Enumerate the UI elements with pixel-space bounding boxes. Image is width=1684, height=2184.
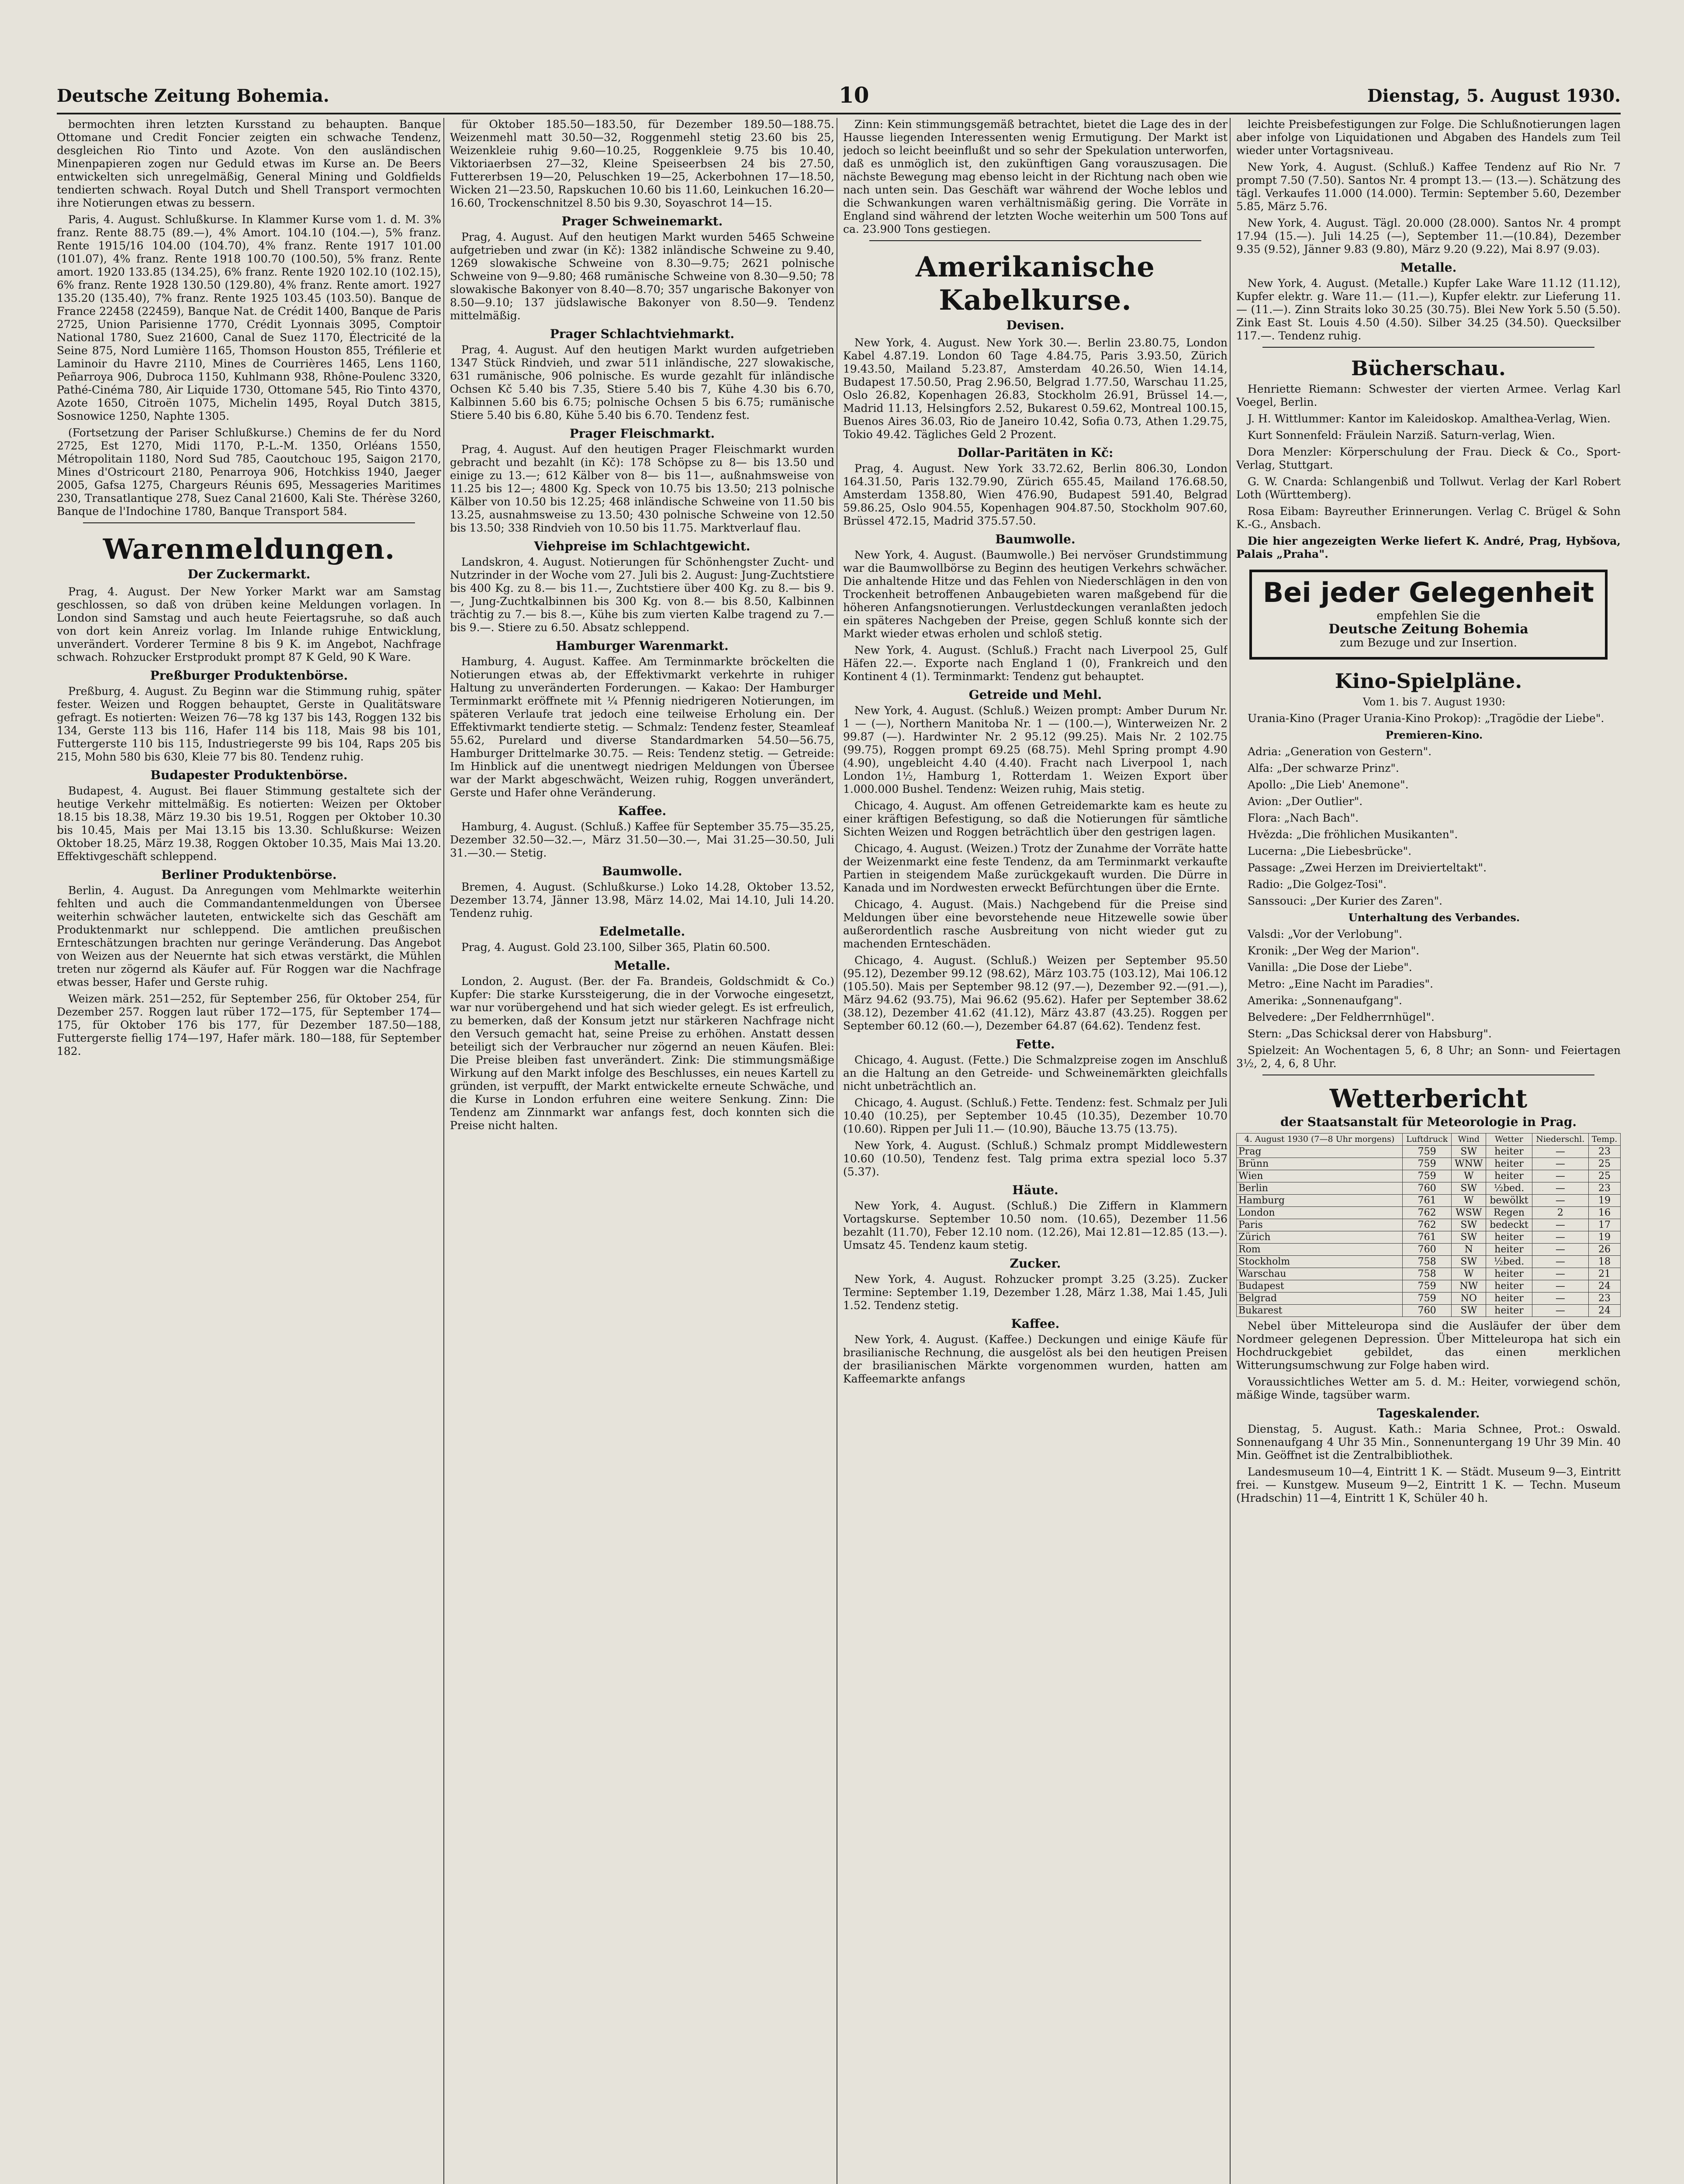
cinema-entry: Apollo: „Die Lieb' Anemone". [1248, 778, 1409, 791]
subsection-heading: Hamburger Warenmarkt. [556, 639, 729, 653]
weather-cell: ½bed. [1486, 1256, 1532, 1268]
weather-cell: 25 [1589, 1170, 1621, 1182]
weather-column-header: Wetter [1486, 1133, 1532, 1146]
book-entry: Kurt Sonnenfeld: Fräulein Narziß. Saturn-verlag, Wien. [1248, 429, 1555, 442]
weather-header-row [1237, 1133, 1621, 1146]
weather-cell: W [1452, 1170, 1486, 1182]
subsection-heading: Viehpreise im Schlachtgewicht. [534, 539, 750, 553]
weather-body [1237, 1146, 1621, 1317]
weather-cell: Prag [1237, 1146, 1403, 1158]
weather-column-header: Niederschl. [1532, 1133, 1588, 1146]
article-paragraph: Landesmuseum 10—4, Eintritt 1 K. — Städt. Museum 9—3, Eintritt frei. — Kunstgew. Museum 9—2, Eintritt 1 K. — Techn. Museum (Hradschin) 11—4, Eintritt 1 K, Schüler 40 h. [1236, 1465, 1621, 1504]
book-entry: Rosa Eibam: Bayreuther Erinnerungen. Verlag C. Brügel & Sohn K.-G., Ansbach. [1236, 505, 1621, 531]
ad-headline: Bei jeder Gelegenheit [1263, 577, 1594, 608]
weather-cell: WSW [1452, 1207, 1486, 1219]
weather-cell: 23 [1589, 1182, 1621, 1195]
weather-row [1237, 1182, 1621, 1195]
weather-column-header: Luftdruck [1402, 1133, 1451, 1146]
cinema-entry: Flora: „Nach Bach". [1248, 812, 1359, 824]
cinema-entry: Amerika: „Sonnenaufgang". [1248, 994, 1402, 1007]
article-paragraph: Prag, 4. August. Auf den heutigen Markt wurden aufgetrieben 1347 Stück Rindvieh, und zwar 511 inländische, 227 slowakische, 631 rumänische, 906 polnische. Es wurde gezahlt für inländische Ochsen Kč 5.40 bis 7.35, Stiere 5.40 bis 7, Kühe 4.30 bis 6.70, Kalbinnen 5.60 bis 6.75; polnische Ochsen 5 bis 6.75; rumänische Stiere 5.40 bis 6.80, Kühe 5.40 bis 6.70. Tendenz fest. [450, 343, 834, 422]
subsection-heading: Berliner Produktenbörse. [161, 867, 337, 882]
weather-cell: bedeckt [1486, 1219, 1532, 1231]
section-heading: Wetterbericht [1329, 1084, 1528, 1113]
book-note: Die hier angezeigten Werke liefert K. André, Prag, Hybšova, Palais „Praha". [1236, 535, 1621, 560]
weather-cell: — [1532, 1219, 1588, 1231]
weather-row [1237, 1170, 1621, 1182]
weather-cell: 759 [1402, 1146, 1451, 1158]
weather-cell: 18 [1589, 1256, 1621, 1268]
book-entry: G. W. Cnarda: Schlangenbiß und Tollwut. Verlag der Karl Robert Loth (Württemberg). [1236, 475, 1621, 501]
weather-cell: — [1532, 1244, 1588, 1256]
weather-row [1237, 1231, 1621, 1244]
cinema-entry: Belvedere: „Der Feldherrnhügel". [1248, 1011, 1435, 1023]
weather-cell: SW [1452, 1182, 1486, 1195]
cinema-entry: Urania-Kino (Prager Urania-Kino Prokop): „Tragödie der Liebe". [1248, 712, 1604, 725]
column-4 [1236, 118, 1621, 2184]
ad-text: empfehlen Sie die [1376, 609, 1480, 622]
ad-text: zum Bezuge und zur Insertion. [1340, 636, 1517, 650]
weather-cell: 21 [1589, 1268, 1621, 1280]
weather-cell: W [1452, 1268, 1486, 1280]
weather-column-header: 4. August 1930 (7—8 Uhr morgens) [1237, 1133, 1403, 1146]
article-paragraph: Paris, 4. August. Schlußkurse. In Klammer Kurse vom 1. d. M. 3% franz. Rente 88.75 (89.—), 4% Amort. 104.10 (104.—), 5% franz. Rente 1915/16 104.00 (104.70), 4% franz. Rente 1917 101.00 (101.07), 4% franz. Rente 1918 100.70 (100.50), 5% franz. Rente amort. 1920 133.85 (134.25), 6% franz. Rente 1920 102.10 (102.15), 6% franz. Rente 1928 130.50 (129.80), 4% franz. Rente amort. 1927 135.20 (135.40), 7% franz. Rente 1925 103.45 (103.50). Banque de France 22458 (22459), Banque Nat. de Crédit 1400, Banque de Paris 2725, Union Parisienne 1770, Crédit Lyonnais 3095, Comptoir National 1780, Suez 21600, Canal de Suez 1170, Électricité de la Seine 875, Nord Lumière 1165, Thomson Houston 855, Tréfilerie et Laminoir du Havre 2110, Mines de Courrières 1465, Lens 1160, Peñarroya 906, Dubroca 1150, Kuhlmann 938, Rhône-Poulenc 3320, Pathé-Cinéma 780, Air Liquide 1730, Ottomane 545, Rio Tinto 4370, Azote 1650, Citroën 1075, Michelin 1495, Royal Dutch 3815, Sosnowice 1250, Naphte 1305. [57, 213, 441, 422]
weather-row [1237, 1268, 1621, 1280]
weather-row [1237, 1146, 1621, 1158]
article-paragraph: Nebel über Mitteleuropa sind die Ausläufer der über dem Nordmeer gelegenen Depression. Über Mitteleuropa hat sich ein Hochdruckgebiet gebildet, das einen merklichen Witterungsumschwung zur Folge haben wird. [1236, 1320, 1621, 1372]
weather-cell: SW [1452, 1231, 1486, 1244]
weather-cell: WNW [1452, 1158, 1486, 1170]
weather-cell: 19 [1589, 1231, 1621, 1244]
article-paragraph: Prag, 4. August. Gold 23.100, Silber 365, Platin 60.500. [461, 941, 771, 954]
article-paragraph: Prag, 4. August. Der New Yorker Markt war am Samstag geschlossen, so daß von drüben keine Meldungen vorlagen. In London sind Samstag und auch heute Feiertagsruhe, so daß auch von dort kein Anreiz vorlag. Im Inlande ruhige Entwicklung, unverändert. Vorderer Termine 8 bis 9 K. im Angebot, Nachfrage schwach. Rohzucker Erstprodukt prompt 87 K Geld, 90 K Ware. [57, 585, 441, 663]
article-paragraph: für Oktober 185.50—183.50, für Dezember 189.50—188.75. Weizenmehl matt 30.50—32, Roggenmehl stetig 23.60 bis 25, Weizenkleie ruhig 9.60—10.25, Roggenkleie 9.75 bis 10.40, Viktoriaerbsen 27—32, Kleine Speiseerbsen 24 bis 27.50, Futtererbsen 19—20, Peluschken 19—25, Ackerbohnen 17—18.50, Wicken 21—23.50, Rapskuchen 10.60 bis 11.60, Leinkuchen 16.20—16.60, Trockenschnitzel 8.50 bis 9.30, Soyaschrot 14—15. [450, 118, 834, 209]
weather-cell: 759 [1402, 1170, 1451, 1182]
weather-cell: Stockholm [1237, 1256, 1403, 1268]
article-paragraph: New York, 4. August. Rohzucker prompt 3.25 (3.25). Zucker Termine: September 1.19, Dezember 1.28, März 1.38, Mai 1.45, Juli 1.52. Tendenz stetig. [843, 1273, 1228, 1312]
weather-cell: 760 [1402, 1244, 1451, 1256]
weather-cell: — [1532, 1182, 1588, 1195]
weather-row [1237, 1207, 1621, 1219]
weather-column-header: Temp. [1589, 1133, 1621, 1146]
article-paragraph: Chicago, 4. August. (Weizen.) Trotz der Zunahme der Vorräte hatte der Weizenmarkt eine feste Tendenz, da am Terminmarkt verkaufte Partien in steigendem Maße zurückgekauft wurden. Die Dürre in Kanada und im Nordwesten erweckt Befürchtungen über die Ernte. [843, 842, 1228, 894]
weather-cell: 761 [1402, 1231, 1451, 1244]
weather-cell: NO [1452, 1292, 1486, 1305]
subsection-heading: Prager Fleischmarkt. [569, 426, 715, 441]
weather-cell: 759 [1402, 1292, 1451, 1305]
weather-row [1237, 1305, 1621, 1317]
cinema-entry: Alfa: „Der schwarze Prinz". [1248, 762, 1399, 774]
article-paragraph: New York, 4. August. New York 30.—. Berlin 23.80.75, London Kabel 4.87.19. London 60 Tage 4.84.75, Paris 3.93.50, Zürich 19.43.50, Mailand 5.23.87, Amsterdam 40.26.50, Wien 14.14, Budapest 17.50.50, Prag 2.96.50, Belgrad 1.77.50, Warschau 11.25, Oslo 26.82, Kopenhagen 26.83, Stockholm 26.91, Brüssel 14.—, Madrid 11.13, Helsingfors 2.52, Bukarest 0.59.62, Montreal 100.15, Buenos Aires 36.03, Rio de Janeiro 10.42, Sofia 0.73, Athen 1.29.75, Tokio 49.42. Tägliches Geld 2 Prozent. [843, 336, 1228, 441]
article-paragraph: Landskron, 4. August. Notierungen für Schönhengster Zucht- und Nutzrinder in der Woche vom 27. Juli bis 2. August: Jung-Zuchtstiere bis 400 Kg. zu 8.— bis 11.—, Zuchtstiere über 400 Kg. zu 8.— bis 9.—, Jung-Zuchtkalbinnen bis 300 Kg. von 8.— bis 8.50, Kalbinnen trächtig zu 7.— bis 8.—, Kühe bis zum vierten Kalbe tragend zu 7.— bis 9.—. Stiere zu 6.50. Absatz schleppend. [450, 556, 834, 634]
weather-cell: 758 [1402, 1256, 1451, 1268]
article-paragraph: Prag, 4. August. Auf den heutigen Prager Fleischmarkt wurden gebracht und bezahlt (in Kč): 178 Schöpse zu 8— bis 13.50 und einige zu 13.—; 612 Kälber von 8— bis 11—, außnahmsweise von 11.25 bis 12—; 4800 Kg. Speck von 10.75 bis 13.50; 213 polnische Kälber von 10.50 bis 12.25; 468 inländische Schweine von 11.50 bis 13.25, ausnahmsweise zu 13.50; 430 polnische Schweine von 12.50 bis 13.50; 338 Rindvieh von 10.50 bis 11.75. Marktverlauf flau. [450, 443, 834, 534]
article-paragraph: Bremen, 4. August. (Schlußkurse.) Loko 14.28, Oktober 13.52, Dezember 13.74, Jänner 13.98, März 14.02, Mai 14.10, Juli 14.20. Tendenz ruhig. [450, 881, 834, 919]
article-paragraph: Chicago, 4. August. (Schluß.) Fette. Tendenz: fest. Schmalz per Juli 10.40 (10.25), per September 10.45 (10.35), Dezember 10.70 (10.60). Rippen per Juli 11.— (10.90), Bäuche 13.75 (13.75). [843, 1096, 1228, 1135]
advertisement-box [1249, 570, 1608, 660]
cinema-group-heading: Unterhaltung des Verbandes. [1348, 911, 1520, 924]
article-paragraph: Chicago, 4. August. (Schluß.) Weizen per September 95.50 (95.12), Dezember 99.12 (98.62), März 103.75 (103.12), Mai 106.12 (105.50). Mais per September 98.12 (97.—), Dezember 92.—(91.—), März 94.62 (93.75), Mai 96.62 (95.62). Hafer per September 38.62 (38.12), Dezember 41.62 (41.12), März 43.87 (43.25). Roggen per September 60.12 (60.—), Dezember 64.87 (64.62). Tendenz fest. [843, 954, 1228, 1032]
subsection-heading: der Staatsanstalt für Meteorologie in Prag. [1280, 1115, 1577, 1129]
weather-row [1237, 1280, 1621, 1292]
subsection-heading: Edelmetalle. [599, 924, 685, 939]
book-entry: Henriette Riemann: Schwester der vierten Armee. Verlag Karl Voegel, Berlin. [1236, 383, 1621, 408]
section-rule [869, 240, 1201, 241]
cinema-entry: Hvězda: „Die fröhlichen Musikanten". [1248, 828, 1458, 841]
weather-cell: — [1532, 1268, 1588, 1280]
weather-row [1237, 1292, 1621, 1305]
cinema-entry: Metro: „Eine Nacht im Paradies". [1248, 978, 1433, 990]
weather-cell: heiter [1486, 1305, 1532, 1317]
weather-cell: Bukarest [1237, 1305, 1403, 1317]
article-paragraph: bermochten ihren letzten Kursstand zu behaupten. Banque Ottomane und Credit Foncier zeigten ein schwache Tendenz, desgleichen Rio Tinto und Azote. Von den ausländischen Minenpapieren zogen nur Geduld etwas im Kurse an. De Beers entwickelten sich unregelmäßig, General Mining und Goldfields tendierten schwach. Royal Dutch und Shell Transport vermochten ihre Notierungen etwas zu bessern. [57, 118, 441, 209]
cinema-entry: Avion: „Der Outlier". [1248, 795, 1363, 808]
weather-row [1237, 1158, 1621, 1170]
weather-cell: — [1532, 1292, 1588, 1305]
subsection-heading: Fette. [1016, 1037, 1055, 1051]
cinema-entry: Sanssouci: „Der Kurier des Zaren". [1248, 895, 1443, 907]
cinema-group-heading: Premieren-Kino. [1385, 729, 1483, 741]
weather-cell: London [1237, 1207, 1403, 1219]
subsection-heading: Häute. [1012, 1183, 1058, 1197]
weather-cell: 760 [1402, 1305, 1451, 1317]
section-heading: Kino-Spielpläne. [1335, 669, 1522, 693]
article-paragraph: Voraussichtliches Wetter am 5. d. M.: Heiter, vorwiegend schön, mäßige Winde, tagsüber warm. [1236, 1375, 1621, 1401]
weather-cell: 759 [1402, 1280, 1451, 1292]
column-3 [843, 118, 1228, 2184]
weather-table [1236, 1133, 1621, 1317]
weather-cell: 759 [1402, 1158, 1451, 1170]
cinema-entry: Passage: „Zwei Herzen im Dreivierteltakt". [1248, 861, 1487, 874]
subsection-heading: Getreide und Mehl. [968, 688, 1102, 702]
issue-date: Dienstag, 5. August 1930. [1367, 86, 1621, 106]
subsection-heading: Metalle. [614, 958, 671, 973]
article-paragraph: leichte Preisbefestigungen zur Folge. Die Schlußnotierungen lagen aber infolge von Liquidationen und Abgaben des Handels zum Teil wieder unter Vortagsniveau. [1236, 118, 1621, 157]
weather-cell: heiter [1486, 1231, 1532, 1244]
weather-cell: Paris [1237, 1219, 1403, 1231]
weather-cell: SW [1452, 1146, 1486, 1158]
weather-cell: 25 [1589, 1158, 1621, 1170]
subsection-heading: Devisen. [1006, 318, 1065, 332]
article-paragraph: Hamburg, 4. August. Kaffee. Am Terminmarkte bröckelten die Notierungen etwas ab, der Effektivmarkt verkehrte in ruhiger Haltung zu unveränderten Forderungen. — Kakao: Der Hamburger Terminmarkt eröffnete mit ¼ Pfennig niedrigeren Notierungen, im späteren Verlaufe trat jedoch eine teilweise Erholung ein. Der Effektivmarkt tendierte stetig. — Schmalz: Tendenz fester, Steamleaf 55.62, Purelard und diverse Standardmarken 54.50—56.75, Hamburger Drittelmarke 30.75. — Reis: Tendenz stetig. — Getreide: Im Hinblick auf die unentwegt niedrigen Meldungen von Übersee war der Markt abgeschwächt, Weizen ruhig, Roggen unverändert, Gerste und Hafer ohne Veränderung. [450, 655, 834, 799]
weather-cell: Rom [1237, 1244, 1403, 1256]
section-subtitle: Vom 1. bis 7. August 1930: [1362, 696, 1506, 708]
article-paragraph: New York, 4. August. (Schluß.) Weizen prompt: Amber Durum Nr. 1 — (—), Northern Manitoba Nr. 1 — (100.—), Winterweizen Nr. 2 99.87 (—). Hardwinter Nr. 2 95.12 (99.25). Mais Nr. 2 102.75 (99.75), Roggen prompt 69.25 (68.75). Mehl Spring prompt 4.90 (4.90), ungebleicht 4.40 (4.40). Fracht nach Liverpool 1, nach London 1½, Hamburg 1, Rotterdam 1. Weizen Export über 1.000.000 Bushel. Tendenz: Weizen ruhig, Mais stetig. [843, 704, 1228, 795]
weather-cell: heiter [1486, 1170, 1532, 1182]
cinema-entry: Vanilla: „Die Dose der Liebe". [1248, 961, 1412, 974]
article-paragraph: Chicago, 4. August. (Mais.) Nachgebend für die Preise sind Meldungen über eine bevorstehende neue Hitzewelle sowie über außerordentlich rasche Ausbreitung von nicht wieder gut zu machenden Ernteschäden. [843, 898, 1228, 950]
cinema-entry: Radio: „Die Golgez-Tosi". [1248, 878, 1387, 891]
ad-brand: Deutsche Zeitung Bohemia [1328, 622, 1528, 637]
book-entry: J. H. Wittlummer: Kantor im Kaleidoskop. Amalthea-Verlag, Wien. [1248, 412, 1611, 425]
weather-cell: 26 [1589, 1244, 1621, 1256]
subsection-heading: Prager Schweinemarkt. [561, 214, 723, 228]
weather-cell: SW [1452, 1219, 1486, 1231]
weather-cell: heiter [1486, 1158, 1532, 1170]
article-paragraph: New York, 4. August. (Kaffee.) Deckungen und einige Käufe für brasilianische Rechnung, die ausgelöst als bei den heutigen Preisen der brasilianischen Märkte vorgenommen wurden, hatten am Kaffeemarkte anfangs [843, 1333, 1228, 1385]
cinema-entry: Adria: „Generation von Gestern". [1248, 745, 1432, 758]
weather-cell: heiter [1486, 1292, 1532, 1305]
subsection-heading: Der Zuckermarkt. [187, 567, 311, 581]
weather-column-header: Wind [1452, 1133, 1486, 1146]
article-paragraph: New York, 4. August. (Metalle.) Kupfer Lake Ware 11.12 (11.12), Kupfer elektr. g. Ware 11.— (11.—), Kupfer elektr. zur Lieferung 11.— (11.—). Zinn Straits loko 30.25 (30.75). Blei New York 5.50 (5.50). Zink East St. Louis 4.50 (4.50). Silber 34.25 (34.50). Quecksilber 117.—. Tendenz ruhig. [1236, 277, 1621, 342]
weather-cell: 758 [1402, 1268, 1451, 1280]
newspaper-title: Deutsche Zeitung Bohemia. [57, 86, 329, 106]
cinema-entry: Valsdi: „Vor der Verlobung". [1248, 928, 1403, 940]
article-paragraph: Zinn: Kein stimmungsgemäß betrachtet, bietet die Lage des in der Hausse liegenden Interessenten wenig Ermutigung. Der Markt ist jedoch so leicht beeinflußt und so sehr der Spekulation unterworfen, daß es unmöglich ist, den zukünftigen Gang vorauszusagen. Die nächste Bewegung mag ebenso leicht in der Richtung nach oben wie nach unten sein. Das Geschäft war während der Woche leblos und die Schwankungen waren verhältnismäßig gering. Die Vorräte in England sind während der letzten Woche weiterhin um 500 Tons auf ca. 23.900 Tons gestiegen. [843, 118, 1228, 235]
page-number: 10 [839, 82, 869, 108]
weather-cell: 17 [1589, 1219, 1621, 1231]
weather-cell: Warschau [1237, 1268, 1403, 1280]
section-rule [83, 522, 415, 523]
weather-row [1237, 1195, 1621, 1207]
subsection-heading: Metalle. [1400, 260, 1457, 275]
weather-cell: Budapest [1237, 1280, 1403, 1292]
weather-cell: Belgrad [1237, 1292, 1403, 1305]
weather-cell: ½bed. [1486, 1182, 1532, 1195]
subsection-heading: Budapester Produktenbörse. [150, 768, 348, 782]
weather-cell: — [1532, 1231, 1588, 1244]
article-paragraph: Prag, 4. August. New York 33.72.62, Berlin 806.30, London 164.31.50, Paris 132.79.90, Zürich 655.45, Mailand 176.68.50, Amsterdam 1358.80, Wien 476.90, Budapest 591.40, Belgrad 59.86.25, Oslo 904.55, Kopenhagen 904.87.50, Stockholm 907.60, Brüssel 472.15, Madrid 375.57.50. [843, 462, 1228, 527]
weather-cell: — [1532, 1305, 1588, 1317]
column-divider [1230, 118, 1231, 2184]
weather-cell: 24 [1589, 1305, 1621, 1317]
article-paragraph: Berlin, 4. August. Da Anregungen vom Mehlmarkte weiterhin fehlten und auch die Commandantenmeldungen von Übersee weiterhin schwächer lauteten, entwickelte sich das Geschäft am Produktenmarkt nur schleppend. Die amtlichen preußischen Ernteschätzungen brachten nur geringe Veränderung. Das Angebot von Weizen aus der Neuernte hat sich etwas verstärkt, die Mühlen treten nur zögernd als Käufer auf. Für Roggen war die Nachfrage etwas besser, Hafer und Gerste ruhig. [57, 884, 441, 988]
weather-cell: heiter [1486, 1244, 1532, 1256]
weather-cell: — [1532, 1195, 1588, 1207]
article-paragraph: Budapest, 4. August. Bei flauer Stimmung gestaltete sich der heutige Verkehr mittelmäßig. Es notierten: Weizen per Oktober 18.15 bis 18.38, März 19.30 bis 19.51, Roggen per Oktober 10.30 bis 10.45, Mais per Mai 13.15 bis 13.30. Schlußkurse: Weizen Oktober 18.25, März 19.38, Roggen Oktober 10.35, Mais Mai 13.20. Effektivgeschäft schleppend. [57, 784, 441, 863]
cinema-entry: Kronik: „Der Weg der Marion". [1248, 944, 1420, 957]
cinema-entry: Lucerna: „Die Liebesbrücke". [1248, 845, 1412, 857]
weather-cell: SW [1452, 1256, 1486, 1268]
weather-cell: heiter [1486, 1146, 1532, 1158]
subsection-heading: Kaffee. [618, 804, 667, 818]
subsection-heading: Dollar-Paritäten in Kč: [957, 446, 1113, 460]
section-rule [1262, 347, 1594, 348]
cinema-entry: Stern: „Das Schicksal derer von Habsburg". [1248, 1027, 1492, 1040]
article-paragraph: Dienstag, 5. August. Kath.: Maria Schnee, Prot.: Oswald. Sonnenaufgang 4 Uhr 35 Min., Sonnenuntergang 19 Uhr 39 Min. 40 Min. Geöffnet ist die Zentralbibliothek. [1236, 1423, 1621, 1462]
weather-cell: Wien [1237, 1170, 1403, 1182]
weather-cell: 24 [1589, 1280, 1621, 1292]
weather-cell: — [1532, 1280, 1588, 1292]
article-paragraph: New York, 4. August. (Schluß.) Fracht nach Liverpool 25, Gulf Häfen 22.—. Exporte nach England 1 (0), Frankreich und den Kontinent 4 (1). Terminmarkt: Tendenz gut behauptet. [843, 644, 1228, 683]
article-paragraph: Chicago, 4. August. Am offenen Getreidemarkte kam es heute zu einer kräftigen Befestigung, so daß die Notierungen für sämtliche Sichten Weizen und Roggen beträchtlich über den gestrigen lagen. [843, 799, 1228, 838]
header-rule [57, 113, 1621, 114]
book-entry: Dora Menzler: Körperschulung der Frau. Dieck & Co., Sport-Verlag, Stuttgart. [1236, 446, 1621, 471]
article-paragraph: New York, 4. August. Tägl. 20.000 (28.000). Santos Nr. 4 prompt 17.94 (15.—). Juli 14.25 (—), September 11.—(10.84), Dezember 9.35 (9.52), Jänner 9.83 (9.80), März 9.20 (9.22), Mai 8.97 (9.03). [1236, 217, 1621, 256]
weather-cell: NW [1452, 1280, 1486, 1292]
weather-cell: 23 [1589, 1146, 1621, 1158]
article-paragraph: Prag, 4. August. Auf den heutigen Markt wurden 5465 Schweine aufgetrieben und zwar (in Kč): 1382 inländische Schweine zu 9.40, 1269 slowakische Schweine von 8.30—9.75; 2621 polnische Schweine von 9—9.80; 468 rumänische Schweine von 8.30—9.50; 78 slowakische Bakonyer von 8.40—8.70; 357 ungarische Bakonyer von 8.50—9.10; 137 jüdslawische Bakonyer von 8.50—9. Tendenz mittelmäßig. [450, 231, 834, 322]
article-paragraph: (Fortsetzung der Pariser Schlußkurse.) Chemins de fer du Nord 2725, Est 1270, Midi 1170, P.-L.-M. 1350, Orléans 1550, Métropolitain 1180, Nord Sud 785, Caoutchouc 195, Saigon 2170, Mines d'Ostricourt 2180, Penarroya 906, Hotchkiss 1940, Jaeger 2005, Gafsa 1275, Chargeurs Réunis 695, Messageries Maritimes 230, Transatlantique 278, Suez Canal 21600, Kali Ste. Thérèse 3260, Banque de l'Indochine 1780, Banque Transport 584. [57, 426, 441, 518]
column-divider [443, 118, 444, 2184]
weather-cell: 16 [1589, 1207, 1621, 1219]
weather-cell: 2 [1532, 1207, 1588, 1219]
weather-cell: Brünn [1237, 1158, 1403, 1170]
article-paragraph: Chicago, 4. August. (Fette.) Die Schmalzpreise zogen im Anschluß an die Haltung an den Getreide- und Schweinemärkten gleichfalls nicht unbeträchtlich an. [843, 1054, 1228, 1092]
weather-cell: — [1532, 1256, 1588, 1268]
column-1 [57, 118, 441, 2184]
column-2 [450, 118, 834, 2184]
weather-cell: Hamburg [1237, 1195, 1403, 1207]
weather-row [1237, 1244, 1621, 1256]
article-paragraph: Hamburg, 4. August. (Schluß.) Kaffee für September 35.75—35.25, Dezember 32.50—32.—, März 31.50—30.—, Mai 31.25—30.50, Juli 31.—30.— Stetig. [450, 820, 834, 859]
weather-cell: 760 [1402, 1182, 1451, 1195]
weather-cell: heiter [1486, 1280, 1532, 1292]
weather-cell: Zürich [1237, 1231, 1403, 1244]
subsection-heading: Prager Schlachtviehmarkt. [550, 327, 735, 341]
subsection-heading: Baumwolle. [995, 532, 1075, 546]
weather-cell: 23 [1589, 1292, 1621, 1305]
weather-cell: 19 [1589, 1195, 1621, 1207]
cinema-note: Spielzeit: An Wochentagen 5, 6, 8 Uhr; an Sonn- und Feiertagen 3½, 2, 4, 6, 8 Uhr. [1236, 1044, 1621, 1070]
subsection-heading: Zucker. [1010, 1256, 1061, 1271]
weather-cell: Berlin [1237, 1182, 1403, 1195]
article-paragraph: London, 2. August. (Ber. der Fa. Brandeis, Goldschmidt & Co.) Kupfer: Die starke Kurssteigerung, die in der Vorwoche eingesetzt, war nur vorübergehend und hat sich wieder gelegt. Es ist erfreulich, zu bemerken, daß der Konsum jetzt nur stärkeren Nachfrage nicht den Versuch gemacht hat, seine Preise zu erhöhen. Anstatt dessen beteiligt sich der Verbraucher nur zögernd an neuen Käufen. Blei: Die Preise bleiben fast unverändert. Zink: Die stimmungsmäßige Wirkung auf den Markt infolge des Beschlusses, ein neues Kartell zu gründen, ist verpufft, der Markt entwickelte erneute Schwäche, und die Kurse in London erfuhren eine weitere Senkung. Zinn: Die Tendenz am Zinnmarkt war anfangs fest, doch konnten sich die Preise nicht halten. [450, 975, 834, 1132]
weather-row [1237, 1256, 1621, 1268]
weather-cell: W [1452, 1195, 1486, 1207]
weather-cell: N [1452, 1244, 1486, 1256]
weather-cell: — [1532, 1158, 1588, 1170]
section-heading: Warenmeldungen. [103, 533, 395, 566]
article-paragraph: Preßburg, 4. August. Zu Beginn war die Stimmung ruhig, später fester. Weizen und Roggen behauptet, Gerste in Qualitätsware gefragt. Es notierten: Weizen 76—78 kg 137 bis 143, Roggen 132 bis 134, Gerste 113 bis 116, Hafer 114 bis 118, Mais 98 bis 101, Futtergerste 110 bis 115, Industriegerste 99 bis 104, Raps 205 bis 215, Mohn 580 bis 630, Kleie 77 bis 80. Tendenz ruhig. [57, 685, 441, 763]
section-heading: Amerikanische Kabelkurse. [915, 251, 1155, 317]
weather-row [1237, 1219, 1621, 1231]
article-paragraph: New York, 4. August. (Schluß.) Schmalz prompt Middlewestern 10.60 (10.50), Tendenz fest. Talg prima extra spezial loco 5.37 (5.37). [843, 1139, 1228, 1178]
weather-cell: 762 [1402, 1207, 1451, 1219]
subsection-heading: Baumwolle. [602, 864, 682, 878]
weather-cell: Regen [1486, 1207, 1532, 1219]
page-header [57, 82, 1621, 108]
weather-cell: — [1532, 1146, 1588, 1158]
weather-cell: heiter [1486, 1268, 1532, 1280]
subsection-heading: Preßburger Produktenbörse. [150, 668, 348, 683]
article-paragraph: Weizen märk. 251—252, für September 256, für Oktober 254, für Dezember 257. Roggen laut rüber 172—175, für September 174—175, für Oktober 176 bis 177, für Dezember 187.50—188, Futtergerste fiellig 174—197, Hafer märk. 180—188, für September 182. [57, 992, 441, 1057]
article-paragraph: New York, 4. August. (Schluß.) Die Ziffern in Klammern Vortagskurse. September 10.50 nom. (10.65), Dezember 11.56 bezahlt (11.70), Feber 12.10 nom. (12.26), Mai 12.81—12.85 (13.—). Umsatz 45. Tendenz kaum stetig. [843, 1199, 1228, 1251]
weather-cell: 761 [1402, 1195, 1451, 1207]
weather-cell: 762 [1402, 1219, 1451, 1231]
weather-cell: SW [1452, 1305, 1486, 1317]
weather-cell: — [1532, 1170, 1588, 1182]
section-heading: Bücherschau. [1351, 356, 1506, 380]
subsection-heading: Tageskalender. [1377, 1406, 1480, 1420]
subsection-heading: Kaffee. [1011, 1317, 1060, 1331]
article-paragraph: New York, 4. August. (Schluß.) Kaffee Tendenz auf Rio Nr. 7 prompt 7.50 (7.50). Santos Nr. 4 prompt 13.— (13.—). Schätzung des tägl. Verkaufes 11.000 (14.000). Termin: September 5.60, Dezember 5.85, März 5.76. [1236, 161, 1621, 213]
weather-cell: bewölkt [1486, 1195, 1532, 1207]
article-paragraph: New York, 4. August. (Baumwolle.) Bei nervöser Grundstimmung war die Baumwollbörse zu Beginn des heutigen Verkehrs schwächer. Die anhaltende Hitze und das Fehlen von Niederschlägen in den von Trockenheit betroffenen Anbaugebieten waren maßgebend für die höheren Anfangsnotierungen. Verlustdeckungen veranlaßten jedoch ein späteres Nachgeben der Preise, gegen Schluß konnte sich der Markt wieder etwas erholen und schloß stetig. [843, 549, 1228, 640]
